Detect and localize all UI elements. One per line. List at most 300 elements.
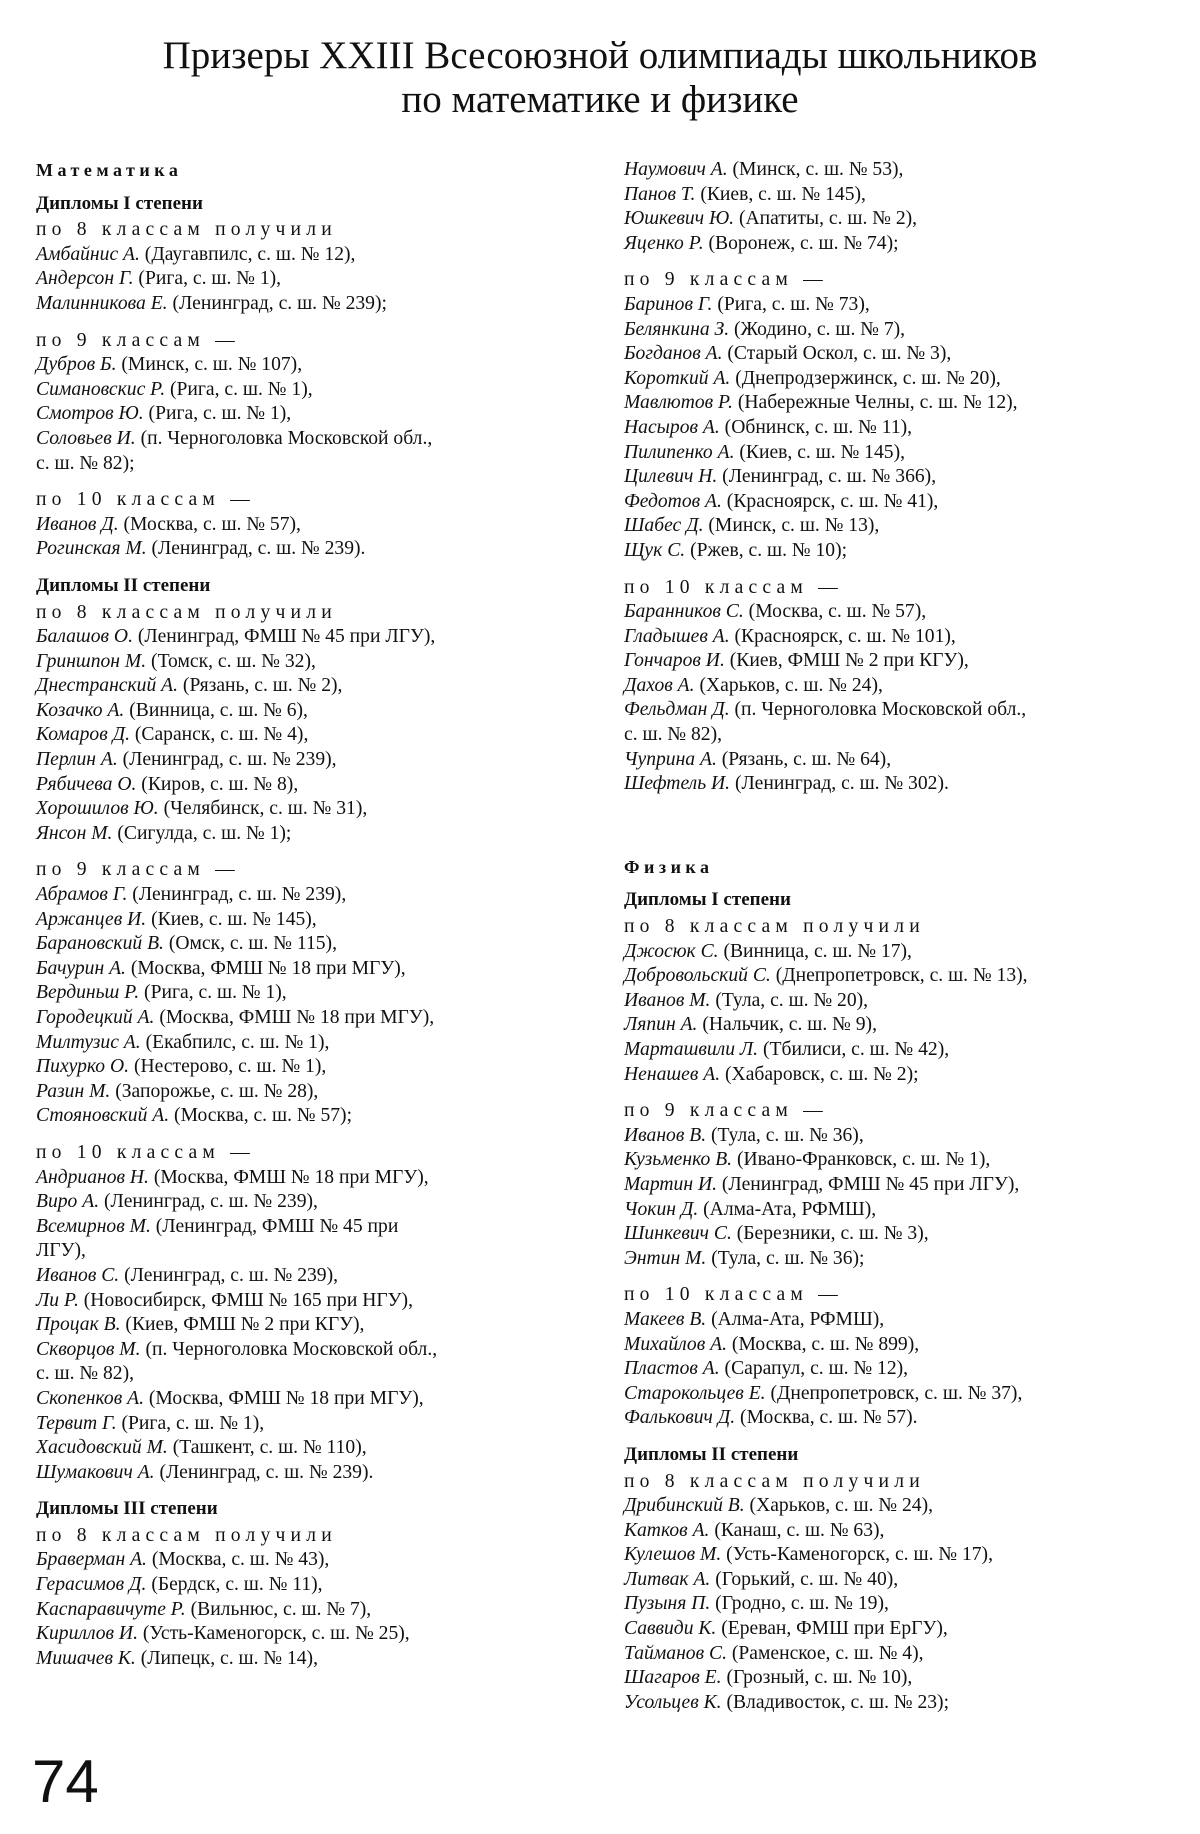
list-item [36, 1080, 581, 1105]
list-item [624, 1568, 1169, 1593]
participant-school: (Канаш, с. ш. № 63), [709, 1519, 885, 1541]
participant-school: (Нальчик, с. ш. № 9), [697, 1014, 877, 1036]
participant-name: Скопенков А. [36, 1387, 144, 1409]
participant-school: (Киров, с. ш. № 8), [136, 773, 299, 795]
participant-school: (Бердск, с. ш. № 11), [146, 1574, 323, 1596]
participant-name: Балашов О. [36, 626, 133, 648]
class-group [624, 1283, 1169, 1431]
participant-school: (Рига, с. ш. № 1), [139, 982, 287, 1004]
list-item [36, 822, 581, 847]
page-number: 74 [32, 1748, 99, 1815]
participant-school: (Липецк, с. ш. № 14), [135, 1647, 318, 1669]
participant-name: Аржанцев И. [36, 908, 147, 930]
participant-school: (Сигулда, с. ш. № 1); [112, 822, 292, 844]
left-column [36, 158, 581, 1677]
participant-school: (Сарапул, с. ш. № 12), [719, 1358, 909, 1380]
list-item [624, 391, 1169, 416]
participant-name: Мишачев К. [36, 1647, 136, 1669]
participant-name: Ляпин А. [624, 1014, 698, 1036]
list-item [624, 342, 1169, 367]
participant-name: Усольцев К. [624, 1691, 722, 1713]
list-item [624, 1247, 1169, 1272]
participant-school: (Ленинград, ФМШ № 45 при ЛГУ), [717, 1173, 1020, 1195]
participant-school: (Красноярск, с. ш. № 101), [729, 625, 956, 647]
diploma-heading: Дипломы III степени [36, 1498, 218, 1520]
diploma-heading: Дипломы I степени [624, 889, 791, 911]
list-item [624, 1406, 1169, 1431]
list-item [36, 1006, 581, 1031]
participant-school: (Винница, с. ш. № 6), [124, 699, 308, 721]
participant-school: (Ленинград, с. ш. № 239). [146, 538, 366, 560]
list-item [624, 1198, 1169, 1223]
participant-school: (Обнинск, с. ш. № 11), [719, 416, 913, 438]
participant-school: (Ивано-Франковск, с. ш. № 1), [732, 1149, 991, 1171]
participant-school: с. ш. № 82); [36, 452, 135, 474]
participant-name: Рябичева О. [36, 773, 137, 795]
participant-school: (Томск, с. ш. № 32), [146, 650, 316, 672]
participant-name: Козачко А. [36, 699, 125, 721]
list-item [36, 674, 581, 699]
class-group [36, 488, 581, 562]
participant-school: (Алма-Ата, РФМШ), [706, 1308, 885, 1330]
participant-name: Симановскис Р. [36, 378, 166, 400]
class-group [36, 858, 581, 1129]
participant-school: (Старый Оскол, с. ш. № 3), [722, 343, 952, 365]
list-item [624, 441, 1169, 466]
list-item [624, 465, 1169, 490]
participant-name: Перлин А. [36, 749, 118, 771]
participant-name: Марташвили Л. [624, 1039, 759, 1060]
list-item [624, 293, 1169, 318]
list-item [36, 1387, 581, 1412]
class-group [624, 268, 1169, 563]
participant-school: (Киев, ФМШ № 2 при КГУ), [724, 650, 969, 672]
list-item [624, 1494, 1169, 1519]
list-item [624, 1222, 1169, 1247]
participant-school: (Даугавпилс, с. ш. № 12), [139, 243, 356, 265]
participant-school: (Тула, с. ш. № 36), [706, 1124, 864, 1146]
class-group [624, 915, 1169, 1087]
participant-name: Днестранский А. [36, 675, 179, 697]
participant-school: (п. Черноголовка Московской обл., [140, 1338, 438, 1360]
participant-name: Макеев В. [624, 1308, 707, 1330]
participant-name: Виро А. [36, 1191, 100, 1213]
participant-school: (Челябинск, с. ш. № 31), [158, 798, 368, 820]
participant-name: Гриншпон М. [36, 650, 147, 672]
list-item [624, 367, 1169, 392]
subject-heading: Физика [624, 856, 714, 877]
participant-school: (Ереван, ФМШ при ЕрГУ), [716, 1618, 948, 1640]
list-item [624, 674, 1169, 699]
participant-name: Кулешов М. [624, 1544, 722, 1566]
participant-school: (Рига, с. ш. № 1), [165, 378, 313, 400]
participant-name: Хорошилов Ю. [36, 798, 159, 820]
participant-school: (Ленинград, ФМШ № 45 при ЛГУ), [132, 626, 436, 648]
participant-school: (Харьков, с. ш. № 24), [744, 1495, 934, 1517]
list-item [624, 158, 1169, 183]
participant-name: Яценко Р. [624, 232, 704, 254]
participant-school: (Минск, с. ш. № 13), [703, 515, 880, 537]
list-item [624, 490, 1169, 515]
participant-name: Скворцов М. [36, 1338, 141, 1360]
participant-name: Янсон М. [36, 822, 113, 844]
participant-school: (Москва, ФМШ № 18 при МГУ), [148, 1166, 429, 1188]
list-item [36, 427, 581, 452]
class-label: по 9 классам — [624, 1100, 828, 1122]
list-item [36, 1598, 581, 1623]
participant-name: Пластов А. [624, 1358, 720, 1380]
participant-school: (Днепропетровск, с. ш. № 13), [770, 965, 1028, 987]
list-item [624, 318, 1169, 343]
participant-name: Наумович А. [624, 159, 728, 180]
participant-name: Насыров А. [624, 416, 720, 438]
participant-school: (Апатиты, с. ш. № 2), [734, 208, 918, 230]
participant-name: Фалькович Д. [624, 1407, 736, 1429]
participant-name: Энтин М. [624, 1247, 707, 1269]
list-item [36, 908, 581, 933]
class-group [624, 1099, 1169, 1271]
list-item [624, 1382, 1169, 1407]
participant-name: Иванов М. [624, 989, 711, 1011]
list-item [624, 183, 1169, 208]
participant-school: (Рязань, с. ш. № 64), [716, 748, 892, 770]
class-group [36, 1141, 581, 1485]
participant-school: (Москва, ФМШ № 18 при МГУ), [144, 1387, 424, 1409]
participant-school: (Воронеж, с. ш. № 74); [703, 232, 899, 254]
list-item [36, 1313, 581, 1338]
list-item [624, 1666, 1169, 1691]
participant-name: Тервит Г. [36, 1412, 117, 1434]
list-item [624, 1063, 1169, 1088]
participant-name: Амбайнис А. [36, 243, 140, 265]
list-item [36, 748, 581, 773]
participant-school: (Ржев, с. ш. № 10); [685, 539, 848, 561]
participant-name: Разин М. [36, 1080, 111, 1102]
participant-name: Баранников С. [624, 601, 744, 623]
list-item [36, 1622, 581, 1647]
list-item [36, 353, 581, 378]
participant-name: Литвак А. [624, 1568, 711, 1590]
participant-name: Андрианов Н. [36, 1166, 149, 1188]
list-item [36, 1548, 581, 1573]
list-item [624, 748, 1169, 773]
list-item [36, 957, 581, 982]
participant-school: (Москва, с. ш. № 43), [146, 1549, 330, 1571]
participant-name: Абрамов Г. [36, 884, 128, 906]
list-item [36, 1264, 581, 1289]
participant-name: Богданов А. [624, 343, 723, 365]
list-item [624, 600, 1169, 625]
participant-school: (п. Черноголовка Московской обл., [135, 427, 433, 449]
participant-name: Старокольцев Е. [624, 1382, 766, 1404]
participant-school: (Омск, с. ш. № 115), [163, 933, 337, 955]
participant-name: Кузьменко В. [624, 1149, 733, 1171]
class-group [36, 218, 581, 316]
participant-school: (Москва, с. ш. № 57); [169, 1105, 353, 1127]
list-item [36, 1573, 581, 1598]
participant-school: (Хабаровск, с. ш. № 2); [720, 1063, 919, 1085]
list-item [36, 699, 581, 724]
list-item [624, 416, 1169, 441]
list-item [36, 513, 581, 538]
participant-school: (Горький, с. ш. № 40), [710, 1568, 899, 1590]
list-item [624, 940, 1169, 965]
list-item [624, 1357, 1169, 1382]
class-label: по 8 классам получили [36, 219, 337, 241]
class-label: по 8 классам получили [624, 1470, 925, 1492]
participant-school: (Ленинград, с. ш. № 366), [717, 466, 937, 488]
participant-name: Мавлютов Р. [624, 392, 733, 414]
participant-name: Тайманов С. [624, 1642, 727, 1664]
participant-name: Рогинская М. [36, 538, 147, 560]
participant-school: (Тула, с. ш. № 36); [706, 1247, 865, 1269]
participant-name: Милтузис А. [36, 1031, 141, 1053]
participant-name: Юшкевич Ю. [624, 208, 735, 230]
participant-school: (п. Черноголовка Московской обл., [729, 699, 1027, 721]
list-item [36, 267, 581, 292]
participant-school: (Ленинград, с. ш. № 239), [127, 884, 347, 906]
participant-name: Михайлов А. [624, 1333, 728, 1355]
list-item [36, 773, 581, 798]
list-item [624, 772, 1169, 797]
participant-school: (Рига, с. ш. № 1), [133, 268, 282, 290]
participant-school: (Москва, ФМШ № 18 при МГУ), [154, 1007, 435, 1028]
participant-school: (Москва, ФМШ № 18 при МГУ), [125, 957, 406, 979]
participant-name: Пилипенко А. [624, 441, 735, 463]
participant-name: Ли Р. [36, 1289, 79, 1311]
participant-name: Смотров Ю. [36, 403, 144, 425]
participant-name: Белянкина З. [624, 318, 730, 340]
participant-name: Всемирнов М. [36, 1215, 151, 1237]
participant-school: (Днепродзержинск, с. ш. № 20), [730, 367, 1001, 389]
participant-name: Шефтель И. [624, 773, 731, 795]
list-item [624, 1691, 1169, 1716]
participant-name: Шагаров Е. [624, 1667, 722, 1689]
participant-school: (Рязань, с. ш. № 2), [178, 675, 343, 697]
participant-school: (Нестерово, с. ш. № 1), [129, 1056, 327, 1078]
participant-name: Комаров Д. [36, 724, 130, 746]
participant-school: (Тула, с. ш. № 20), [710, 989, 869, 1011]
list-item [36, 1190, 581, 1215]
participant-name: Бачурин А. [36, 957, 126, 979]
list-item [624, 1148, 1169, 1173]
participant-name: Цилевич Н. [624, 466, 718, 488]
class-label: по 8 классам получили [36, 1524, 337, 1546]
participant-school: (Днепропетровск, с. ш. № 37), [765, 1382, 1023, 1404]
participant-name: Стояновский А. [36, 1105, 170, 1127]
list-item [36, 625, 581, 650]
class-group [624, 576, 1169, 797]
class-group [36, 601, 581, 847]
list-item [36, 723, 581, 748]
participant-name: Иванов Д. [36, 513, 119, 535]
participant-school: (Минск, с. ш. № 107), [116, 354, 303, 376]
class-group [624, 158, 1169, 256]
participant-name: Пузыня П. [624, 1593, 711, 1615]
participant-name: Дахов А. [624, 674, 695, 696]
list-item [624, 1038, 1169, 1063]
participant-school: (Красноярск, с. ш. № 41), [721, 490, 939, 512]
participant-school: (Запорожье, с. ш. № 28), [110, 1080, 319, 1102]
class-label: по 9 классам — [36, 329, 240, 351]
participant-name: Короткий А. [624, 367, 731, 389]
participant-school: (Киев, с. ш. № 145), [695, 183, 866, 205]
participant-school: (Киев, с. ш. № 145), [146, 908, 317, 930]
class-label: по 9 классам — [36, 859, 240, 881]
list-item [624, 989, 1169, 1014]
participant-name: Герасимов Д. [36, 1574, 147, 1596]
list-item [36, 1289, 581, 1314]
participant-school: (Рига, с. ш. № 73), [712, 293, 870, 315]
participant-school: (Минск, с. ш. № 53), [727, 159, 904, 180]
list-item [36, 1055, 581, 1080]
class-label: по 8 классам получили [624, 916, 925, 938]
participant-name: Баринов Г. [624, 293, 713, 315]
list-item [36, 981, 581, 1006]
class-label: по 9 классам — [624, 269, 828, 291]
list-item [624, 1519, 1169, 1544]
participant-school: (Рига, с. ш. № 1), [116, 1412, 265, 1434]
participant-school: (Грозный, с. ш. № 10), [721, 1667, 913, 1689]
participant-school: (Ленинград, с. ш. № 239), [99, 1191, 318, 1213]
list-item [624, 698, 1169, 723]
participant-name: Шабес Д. [624, 515, 704, 537]
class-group [36, 329, 581, 477]
participant-school: (Ленинград, ФМШ № 45 при [150, 1215, 399, 1237]
list-item [624, 964, 1169, 989]
list-item [36, 797, 581, 822]
participant-name: Браверман А. [36, 1549, 147, 1571]
list-item [624, 649, 1169, 674]
participant-name: Чуприна А. [624, 748, 717, 770]
list-item [36, 1362, 581, 1387]
participant-name: Саввиди К. [624, 1618, 717, 1640]
subject-heading: Математика [36, 160, 183, 180]
participant-school: (Ленинград, с. ш. № 239). [154, 1461, 374, 1483]
list-item [624, 1308, 1169, 1333]
list-item [36, 1215, 581, 1240]
participant-school: (Киев, с. ш. № 145), [734, 441, 905, 463]
participant-school: (Владивосток, с. ш. № 23); [721, 1691, 950, 1713]
participant-school: (Новосибирск, ФМШ № 165 при НГУ), [78, 1289, 413, 1311]
participant-school: (Вильнюс, с. ш. № 7), [185, 1598, 372, 1620]
participant-name: Щук С. [624, 539, 686, 561]
list-item [36, 1239, 581, 1264]
participant-school: (Ленинград, с. ш. № 239), [119, 1264, 339, 1286]
list-item [624, 1543, 1169, 1568]
participant-school: (Ленинград, с. ш. № 239), [117, 749, 337, 771]
participant-school: (Ленинград, с. ш. № 239); [167, 292, 387, 314]
title-line-1: Призеры XXIII Всесоюзной олимпиады школьников [162, 34, 1038, 77]
participant-name: Добровольский С. [624, 965, 771, 987]
participant-school: (Гродно, с. ш. № 19), [710, 1593, 889, 1615]
class-label: по 10 классам — [624, 576, 843, 598]
participant-name: Городецкий А. [36, 1007, 155, 1028]
participant-name: Барановский В. [36, 933, 164, 955]
participant-name: Катков А. [624, 1519, 710, 1541]
participant-school: (Москва, с. ш. № 57), [743, 601, 927, 623]
list-item [624, 514, 1169, 539]
participant-school: (Жодино, с. ш. № 7), [729, 318, 906, 340]
participant-name: Мартин И. [624, 1173, 717, 1195]
list-item [36, 402, 581, 427]
list-item [624, 1013, 1169, 1038]
participant-school: (Саранск, с. ш. № 4), [129, 724, 309, 746]
list-item [624, 723, 1169, 748]
participant-name: Федотов А. [624, 490, 722, 512]
diploma-heading: Дипломы II степени [36, 574, 211, 596]
class-group [624, 1470, 1169, 1716]
participant-name: Ненашев А. [624, 1063, 721, 1085]
participant-school: (Киев, ФМШ № 2 при КГУ), [120, 1314, 365, 1336]
list-item [36, 292, 581, 317]
list-item [624, 1642, 1169, 1667]
list-item [36, 1104, 581, 1129]
class-label: по 10 классам — [36, 489, 255, 511]
participant-name: Андерсон Г. [36, 268, 134, 290]
list-item [36, 1436, 581, 1461]
list-item [36, 243, 581, 268]
list-item [624, 1333, 1169, 1358]
participant-school: (Усть-Каменогорск, с. ш. № 17), [721, 1544, 993, 1566]
participant-name: Иванов С. [36, 1264, 120, 1286]
participant-name: Соловьев И. [36, 427, 136, 449]
list-item [36, 378, 581, 403]
list-item [36, 932, 581, 957]
list-item [36, 1412, 581, 1437]
participant-name: Шинкевич С. [624, 1223, 732, 1245]
class-label: по 10 классам — [624, 1284, 843, 1306]
class-label: по 8 классам получили [36, 601, 337, 623]
list-item [624, 539, 1169, 564]
list-item [36, 537, 581, 562]
participant-school: (Тбилиси, с. ш. № 42), [758, 1039, 950, 1060]
participant-school: (Винница, с. ш. № 17), [718, 940, 912, 962]
participant-school: (Москва, с. ш. № 57), [118, 513, 301, 535]
participant-name: Кириллов И. [36, 1623, 138, 1645]
participant-name: Шумакович А. [36, 1461, 155, 1483]
list-item [624, 1124, 1169, 1149]
participant-name: Каспаравичуте Р. [36, 1598, 186, 1620]
list-item [36, 883, 581, 908]
list-item [36, 452, 581, 477]
participant-name: Малинникова Е. [36, 292, 168, 314]
participant-school: (Екабпилс, с. ш. № 1), [140, 1031, 330, 1053]
right-column [624, 158, 1169, 1721]
participant-name: Джосюк С. [624, 940, 719, 962]
participant-name: Панов Т. [624, 183, 696, 205]
participant-name: Чокин Д. [624, 1198, 699, 1220]
class-group [36, 1524, 581, 1672]
participant-school: (Березники, с. ш. № 3), [731, 1223, 929, 1245]
participant-name: Гладышев А. [624, 625, 730, 647]
participant-school: (Алма-Ата, РФМШ), [698, 1198, 877, 1220]
list-item [624, 232, 1169, 257]
participant-school: с. ш. № 82), [624, 724, 722, 746]
list-item [624, 1617, 1169, 1642]
participant-school: (Москва, с. ш. № 899), [727, 1333, 920, 1355]
participant-name: Пихурко О. [36, 1056, 130, 1078]
list-item [36, 1338, 581, 1363]
page-title [0, 34, 1200, 122]
participant-school: (Рига, с. ш. № 1), [143, 403, 292, 425]
participant-school: (Ташкент, с. ш. № 110), [167, 1437, 367, 1459]
participant-school: ЛГУ), [36, 1240, 86, 1262]
list-item [624, 207, 1169, 232]
participant-school: с. ш. № 82), [36, 1363, 134, 1385]
participant-name: Гончаров И. [624, 650, 725, 672]
participant-school: (Раменское, с. ш. № 4), [726, 1642, 924, 1664]
